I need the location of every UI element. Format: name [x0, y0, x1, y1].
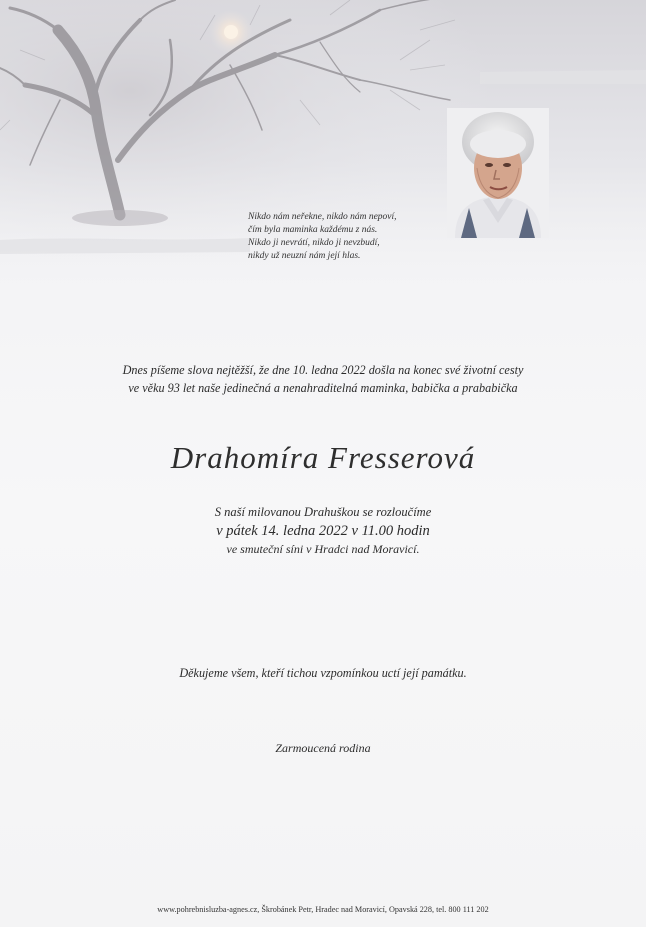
poem-line: čím byla maminka každému z nás. [248, 225, 378, 235]
death-announcement [0, 361, 646, 397]
funeral-service-footer: www.pohrebnisluzba-agnes.cz, Škrobánek Petr, Hradec nad Moravicí, Opavská 228, tel. 800 111 202 [157, 905, 489, 914]
funeral-details [0, 503, 646, 558]
funeral-location: ve smuteční síni v Hradci nad Moravicí. [226, 542, 420, 556]
thanks-note: Děkujeme všem, kteří tichou vzpomínkou uctí její památku. [179, 666, 467, 680]
announcement-line: ve věku 93 let naše jedinečná a nenahraditelná maminka, babička a prababička [128, 381, 518, 395]
memorial-poem [248, 211, 448, 263]
deceased-name: Drahomíra Fresserová [170, 440, 476, 475]
poem-line: Nikdo nám neřekne, nikdo nám nepoví, [248, 212, 397, 222]
announcement-line: Dnes píšeme slova nejtěžší, že dne 10. ledna 2022 došla na konec své životní cesty [122, 363, 524, 377]
portrait-photo [447, 108, 549, 238]
funeral-intro: S naší milovanou Drahuškou se rozloučíme [214, 505, 432, 519]
funeral-date-time: v pátek 14. ledna 2022 v 11.00 hodin [216, 523, 430, 539]
poem-line: Nikdo ji nevrátí, nikdo ji nevzbudí, [248, 238, 380, 248]
family-signature: Zarmoucená rodina [275, 741, 371, 755]
poem-line: nikdy už neuzní nám její hlas. [248, 251, 361, 261]
